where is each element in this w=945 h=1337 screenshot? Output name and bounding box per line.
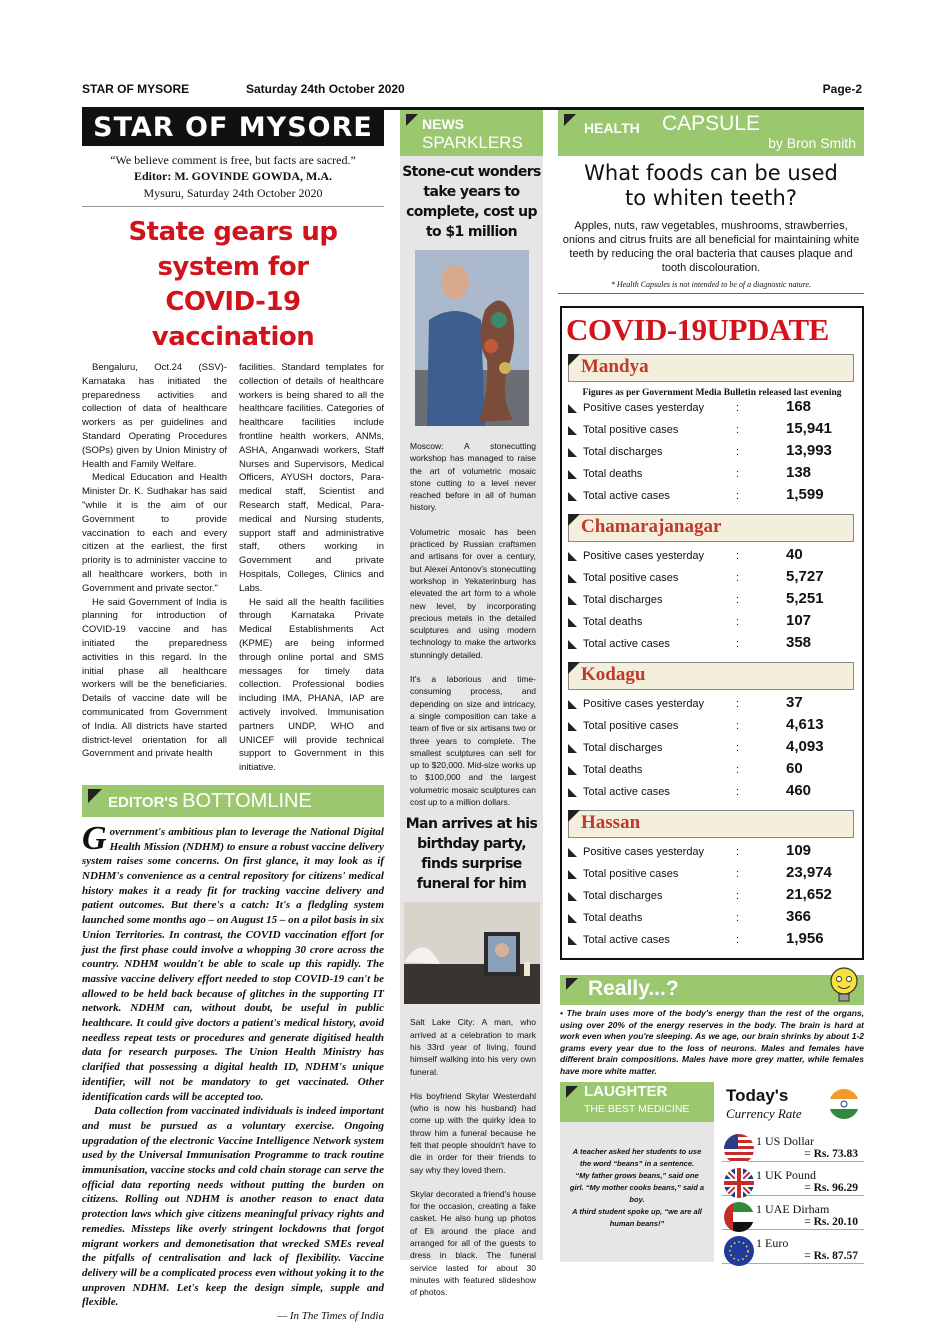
bullet-triangle-icon bbox=[568, 936, 577, 945]
covid-stat-row bbox=[562, 694, 862, 716]
sparklers-banner bbox=[400, 110, 543, 156]
rate-equals: = bbox=[804, 1216, 814, 1228]
covid-stat-row bbox=[562, 568, 862, 590]
story2-paragraph: Skylar decorated a friend's house for the occasion, creating a fake casket. He also hung up photos of Eli around the place and arranged for all of the guests to dress in black. The funeral service lasted for about 30 minutes with featured slideshow of photos. bbox=[410, 1188, 536, 1298]
stat-value: 138 bbox=[786, 464, 812, 481]
stat-label: Total deaths bbox=[583, 912, 643, 924]
stat-value: 60 bbox=[786, 760, 803, 777]
district-header bbox=[568, 514, 854, 542]
district-name: Mandya bbox=[581, 356, 649, 377]
covid-stat-row bbox=[562, 486, 862, 508]
health-byline: by Bron Smith bbox=[768, 135, 856, 151]
rates-subtitle: Currency Rate bbox=[726, 1106, 802, 1121]
story2-body bbox=[400, 1016, 543, 1298]
stat-separator: : bbox=[736, 490, 740, 502]
stat-label: Total discharges bbox=[583, 446, 663, 458]
really-section bbox=[560, 975, 864, 1077]
stat-value: 15,941 bbox=[786, 420, 832, 437]
rate-equals: = bbox=[804, 1250, 814, 1262]
corner-arrow-icon bbox=[566, 1086, 578, 1098]
stat-value: 1,599 bbox=[786, 486, 824, 503]
corner-arrow-icon bbox=[566, 978, 578, 990]
stat-value: 4,613 bbox=[786, 716, 824, 733]
eu-flag-icon bbox=[724, 1236, 754, 1266]
stat-label: Positive cases yesterday bbox=[583, 550, 705, 562]
stat-label: Total active cases bbox=[583, 786, 670, 798]
covid-stat-row bbox=[562, 716, 862, 738]
stat-label: Total active cases bbox=[583, 638, 670, 650]
lead-paragraph: He said Government of India is planning for introduction of COVID-19 vaccine and has initiated the preparedness activities in this regard. In the initial phase all healthcare workers will be the beneficiaries. Details of vaccine date will be communicated from Government of India. All districts have started district-level orientation for all Government and private health bbox=[82, 596, 227, 760]
bullet-triangle-icon bbox=[568, 492, 577, 501]
stat-separator: : bbox=[736, 468, 740, 480]
corner-arrow-icon bbox=[568, 354, 580, 366]
stat-value: 460 bbox=[786, 782, 812, 799]
stat-value: 1,956 bbox=[786, 930, 824, 947]
district-name: Hassan bbox=[581, 812, 641, 833]
stat-separator: : bbox=[736, 868, 740, 880]
bottomline-banner bbox=[82, 785, 384, 817]
covid-stat-row bbox=[562, 864, 862, 886]
header-date: Saturday 24th October 2020 bbox=[246, 82, 405, 96]
covid-stat-row bbox=[562, 398, 862, 420]
bullet-triangle-icon bbox=[568, 640, 577, 649]
bottomline-label-light: BOTTOMLINE bbox=[182, 789, 312, 812]
bottomline-source: — In The Times of India bbox=[277, 1310, 384, 1323]
stat-separator: : bbox=[736, 934, 740, 946]
covid-stat-row bbox=[562, 760, 862, 782]
rate-value: Rs. 96.29 bbox=[813, 1182, 858, 1194]
covid-title: COVID-19UPDATE bbox=[566, 312, 829, 347]
stat-label: Total positive cases bbox=[583, 868, 679, 880]
covid-stat-row bbox=[562, 842, 862, 864]
masthead-quote: “We believe comment is free, but facts are sacred.” bbox=[110, 153, 356, 167]
covid-stat-row bbox=[562, 930, 862, 952]
lead-column-2 bbox=[239, 361, 384, 775]
joke-line: A teacher asked her students to use the word “beans” in a sentence. bbox=[572, 1147, 702, 1168]
bottomline-paragraph: Data collection from vaccinated individuals is indeed important and must be pursued as a voluntary exercise. Ongoing upgradation of the electronic Vaccine Intelligence Network system used by the Universal Immunisation Programme to track routine immunisation, vaccine stocks and cold chain storage can serve the official data reporting needs without putting the burden on citizens. Rolling out NDHM is another reason to enact data protection laws which give citizens meaningful privacy rights and remedies. Missteps like overly stringent lockdowns that forgot migrant workers and demonetisation that wrecked SMEs reveal the pitfalls of centralisation and lack of flexibility. Vaccine delivery will be a complicated process even without yoking it to the unproven NDHM. Let's keep the design simple, supple and flexible. bbox=[82, 1105, 384, 1309]
bullet-triangle-icon bbox=[568, 618, 577, 627]
stat-value: 107 bbox=[786, 612, 812, 629]
uae-flag-icon bbox=[724, 1202, 754, 1232]
stat-separator: : bbox=[736, 638, 740, 650]
stat-label: Total positive cases bbox=[583, 572, 679, 584]
stat-value: 23,974 bbox=[786, 864, 832, 881]
laughter-joke bbox=[560, 1146, 714, 1230]
stat-separator: : bbox=[736, 550, 740, 562]
stat-value: 109 bbox=[786, 842, 812, 859]
covid-districts bbox=[562, 354, 862, 952]
district-header bbox=[568, 810, 854, 838]
lead-body bbox=[82, 361, 384, 775]
covid-stat-row bbox=[562, 420, 862, 442]
rate-row-eur bbox=[722, 1238, 864, 1264]
stat-separator: : bbox=[736, 594, 740, 606]
laughter-section bbox=[560, 1082, 714, 1262]
rate-row-aed bbox=[722, 1204, 864, 1230]
joke-line: “My father grows beans,” said one girl. “My mother cooks beans,” said a boy. bbox=[569, 1171, 705, 1204]
stat-separator: : bbox=[736, 446, 740, 458]
covid-stat-row bbox=[562, 886, 862, 908]
story2-paragraph: Salt Lake City: A man, who arrived at a celebration to mark his 33rd year of living, found himself walking into his very own funeral. bbox=[410, 1017, 536, 1077]
header-paper-name: STAR OF MYSORE bbox=[82, 82, 190, 96]
stat-value: 168 bbox=[786, 398, 812, 415]
really-label: Really...? bbox=[588, 977, 679, 1000]
rate-value: Rs. 87.57 bbox=[813, 1250, 858, 1262]
stat-value: 13,993 bbox=[786, 442, 832, 459]
stat-value: 5,727 bbox=[786, 568, 824, 585]
laughter-label-1: LAUGHTER bbox=[584, 1083, 668, 1100]
header-page-number: Page-2 bbox=[822, 82, 862, 96]
masthead-editor: Editor: M. GOVINDE GOWDA, M.A. bbox=[134, 169, 332, 183]
stat-separator: : bbox=[736, 402, 740, 414]
covid-stat-row bbox=[562, 464, 862, 486]
story1-paragraph: It's a laborious and time-consuming process, and depending on size and intricacy, a single composition can take a team of five or six artisans two or three years to complete. The smallest sculptures can sell for up to $20,000. Mid-size works up to $100,000 and the largest volumetric mosaic sculptures can cost up to a million dollars. bbox=[410, 674, 536, 808]
health-note: * Health Capsules is not intended to be of a diagnostic nature. bbox=[558, 280, 864, 294]
masthead-dateline: Mysuru, Saturday 24th October 2020 bbox=[82, 184, 384, 207]
lead-paragraph: Medical Education and Health Minister Dr. K. Sudhakar has said "while it is the aim of our Government to provide vaccination to each and every citizen at the earliest, the first priority is to administer vaccine to all healthcare workers, both in Government and private sector." bbox=[82, 472, 227, 594]
sparklers-label-1: NEWS bbox=[422, 116, 464, 132]
bottomline-paragraph: overnment's ambitious plan to leverage the National Digital Health Mission (NDHM) to ensure a robust vaccine delivery system raises some concerns. On first glance, it may look as if NDHM's convenience as a central repository for citizens' medical history makes it a ready fit for tracking vaccine delivery and patient outcomes. But there's a catch: It's a fledgling system launched some months ago – on August 15 – on a pilot basis in six Union Territories. In contrast, the COVID vaccination effort for just the first phase could involve a whopping 30 crore across the country. NDHM wouldn't be able to scale up this rapidly. The massive vaccine delivery effort needed to stop COVID-19 can't be allowed to be held back because of glitches in the supporting IT network. NDHM can, without doubt, be useful in public healthcare. It could give doctors a patient's medical history, avoid needless repeat tests or procedures and generate digitised health data for research purposes. The Union Health Ministry has clarified that possessing a digital health ID, NDHM's unique identifier, will not be mandatory to get vaccinated. Other identification cards will be accepted too. bbox=[82, 825, 384, 1103]
stat-separator: : bbox=[736, 572, 740, 584]
stat-label: Total discharges bbox=[583, 742, 663, 754]
stat-separator: : bbox=[736, 616, 740, 628]
stat-separator: : bbox=[736, 912, 740, 924]
really-text: • The brain uses more of the body's energy than the rest of the organs, using over 20% of the energy reserves in the body. The brain is hard at work even when you're sleeping. As we age, our brain shrinks by about 1-2 grams every year due to the loss of neurons. Males and females have different brain compositions. Males have more grey matter, while females have more white matter. bbox=[560, 1008, 864, 1076]
stat-label: Total discharges bbox=[583, 594, 663, 606]
rate-equals: = bbox=[804, 1148, 814, 1160]
stat-label: Total discharges bbox=[583, 890, 663, 902]
uk-flag-icon bbox=[724, 1168, 754, 1198]
bullet-triangle-icon bbox=[568, 470, 577, 479]
bullet-triangle-icon bbox=[568, 870, 577, 879]
bullet-triangle-icon bbox=[568, 744, 577, 753]
stat-label: Total positive cases bbox=[583, 720, 679, 732]
bullet-triangle-icon bbox=[568, 574, 577, 583]
covid-bulletin-note: Figures as per Government Media Bulletin released last evening bbox=[582, 388, 842, 398]
corner-arrow-icon bbox=[88, 789, 102, 803]
covid-stat-row bbox=[562, 908, 862, 930]
stat-label: Positive cases yesterday bbox=[583, 846, 705, 858]
stat-label: Total positive cases bbox=[583, 424, 679, 436]
stat-separator: : bbox=[736, 786, 740, 798]
rates-title: Today's bbox=[726, 1086, 789, 1105]
stat-label: Total active cases bbox=[583, 934, 670, 946]
covid-stat-row bbox=[562, 782, 862, 804]
rate-currency-name: 1 US Dollar bbox=[756, 1134, 814, 1148]
stat-value: 5,251 bbox=[786, 590, 824, 607]
bullet-triangle-icon bbox=[568, 404, 577, 413]
bullet-triangle-icon bbox=[568, 848, 577, 857]
currency-rates bbox=[722, 1082, 864, 1264]
covid-stat-row bbox=[562, 612, 862, 634]
rate-value: Rs. 20.10 bbox=[813, 1216, 858, 1228]
covid-stat-row bbox=[562, 442, 862, 464]
corner-arrow-icon bbox=[568, 662, 580, 674]
rate-currency-name: 1 UK Pound bbox=[756, 1168, 817, 1182]
stat-separator: : bbox=[736, 424, 740, 436]
sculptor-photo bbox=[415, 250, 529, 426]
lead-headline bbox=[82, 215, 384, 355]
stat-label: Total active cases bbox=[583, 490, 670, 502]
masthead-title: STAR OF MYSORE bbox=[82, 110, 384, 146]
drop-cap: G bbox=[82, 819, 107, 857]
stat-separator: : bbox=[736, 720, 740, 732]
bullet-triangle-icon bbox=[568, 914, 577, 923]
stat-label: Positive cases yesterday bbox=[583, 402, 705, 414]
health-capsule bbox=[558, 110, 864, 294]
covid-stat-row bbox=[562, 738, 862, 760]
lead-paragraph: facilities. Standard templates for collection of details of healthcare workers is being shared to all the healthcare facilities. Categories of healthcare facilities include frontline health workers, ANMs, ASHA, Anganwadi workers, Staff Nurses and Supervisors, Medical Officers, AYUSH doctors, Para-medical staff, Scientist and Research staff, Medical, Para-medical and Nursing students, support staff and administrative staff, others working in Government and private Hospitals, Colleges, Clinics and Labs. bbox=[239, 362, 384, 594]
stat-value: 37 bbox=[786, 694, 803, 711]
bullet-triangle-icon bbox=[568, 448, 577, 457]
news-sparklers-column bbox=[400, 110, 543, 1298]
stat-separator: : bbox=[736, 764, 740, 776]
stat-separator: : bbox=[736, 742, 740, 754]
district-header bbox=[568, 662, 854, 690]
corner-arrow-icon bbox=[568, 810, 580, 822]
bullet-triangle-icon bbox=[568, 766, 577, 775]
laughter-banner bbox=[560, 1082, 714, 1122]
rate-row-gbp bbox=[722, 1170, 864, 1196]
bullet-triangle-icon bbox=[568, 552, 577, 561]
covid-stat-row bbox=[562, 590, 862, 612]
rate-currency-name: 1 Euro bbox=[756, 1236, 789, 1250]
district-name: Kodagu bbox=[581, 664, 646, 685]
joke-line: A third student spoke up, “we are all human beans!” bbox=[572, 1207, 702, 1228]
rate-equals: = bbox=[804, 1182, 814, 1194]
lightbulb-icon bbox=[826, 965, 862, 1005]
lead-headline-line-2: COVID-19 vaccination bbox=[151, 287, 315, 352]
bullet-triangle-icon bbox=[568, 722, 577, 731]
lead-headline-line-1: State gears up system for bbox=[128, 217, 338, 282]
district-name: Chamarajanagar bbox=[581, 516, 722, 537]
india-flag-icon bbox=[828, 1088, 860, 1120]
bullet-triangle-icon bbox=[568, 596, 577, 605]
bullet-triangle-icon bbox=[568, 788, 577, 797]
laughter-label-2: THE BEST MEDICINE bbox=[584, 1103, 690, 1115]
story1-headline: Stone-cut wonders take years to complete, cost up to $1 million bbox=[402, 164, 541, 240]
stat-label: Total deaths bbox=[583, 764, 643, 776]
sparklers-label-2: SPARKLERS bbox=[422, 133, 523, 152]
stat-value: 358 bbox=[786, 634, 812, 651]
stat-separator: : bbox=[736, 890, 740, 902]
story2-headline: Man arrives at his birthday party, finds surprise funeral for him bbox=[405, 816, 538, 893]
stat-separator: : bbox=[736, 846, 740, 858]
health-banner bbox=[558, 110, 864, 156]
corner-arrow-icon bbox=[406, 114, 418, 126]
health-text: Apples, nuts, raw vegetables, mushrooms, strawberries, onions and citrus fruits are all beneficial for maintaining white teeth by reducing the oral bacteria that causes plaque and tooth discolouration. bbox=[562, 220, 860, 274]
stat-separator: : bbox=[736, 698, 740, 710]
covid-stat-row bbox=[562, 546, 862, 568]
stat-value: 366 bbox=[786, 908, 812, 925]
stat-value: 21,652 bbox=[786, 886, 832, 903]
funeral-photo bbox=[404, 902, 540, 1004]
health-headline: What foods can be used to whiten teeth? bbox=[584, 161, 838, 210]
corner-arrow-icon bbox=[568, 514, 580, 526]
district-header bbox=[568, 354, 854, 382]
editorial-column bbox=[82, 110, 384, 1322]
health-label-bold: HEALTH bbox=[584, 120, 640, 136]
story1-body bbox=[400, 440, 543, 808]
bullet-triangle-icon bbox=[568, 892, 577, 901]
rate-value: Rs. 73.83 bbox=[813, 1148, 858, 1160]
stat-label: Positive cases yesterday bbox=[583, 698, 705, 710]
covid-stat-row bbox=[562, 634, 862, 656]
covid-update-box bbox=[560, 306, 864, 960]
bottomline-label-bold: EDITOR'S bbox=[108, 793, 178, 811]
page-header bbox=[82, 80, 864, 110]
bullet-triangle-icon bbox=[568, 426, 577, 435]
story1-paragraph: Moscow: A stonecutting workshop has managed to raise the art of volumetric mosaic stone cutting to a level never reached before in all of human history. bbox=[410, 441, 536, 513]
story1-paragraph: Volumetric mosaic has been practiced by Russian craftsmen and artisans for over a century, but Alexei Antonov's stonecutting workshop in Yekaterinburg has elevated the art form to a whole new level, by incorporating precious metals in the detailed sculptures and using modern technology to make the artworks stunningly detailed. bbox=[410, 526, 536, 660]
story2-paragraph: His boyfriend Skylar Westerdahl (who is now his husband) had come up with the quirky idea to throw him a funeral because he felt that people shouldn't have to die in order for their friends to say why they loved them. bbox=[410, 1090, 536, 1175]
really-banner bbox=[560, 975, 864, 1005]
rate-currency-name: 1 UAE Dirham bbox=[756, 1202, 830, 1216]
rate-row-usd bbox=[722, 1136, 864, 1162]
us-flag-icon bbox=[724, 1134, 754, 1164]
bullet-triangle-icon bbox=[568, 700, 577, 709]
health-label-light: CAPSULE bbox=[662, 112, 761, 135]
lead-paragraph: Bengaluru, Oct.24 (SSV)- Karnataka has initiated the preparedness activities and collection of data of healthcare workers as per guidelines and Standard Operating Procedures (SOPs) given by Union Ministry of Health and Family Welfare. bbox=[82, 362, 227, 470]
lead-column-1 bbox=[82, 361, 227, 775]
stat-value: 40 bbox=[786, 546, 803, 563]
stat-label: Total deaths bbox=[583, 616, 643, 628]
bottomline-body bbox=[82, 819, 384, 1310]
stat-value: 4,093 bbox=[786, 738, 824, 755]
corner-arrow-icon bbox=[564, 114, 576, 126]
stat-label: Total deaths bbox=[583, 468, 643, 480]
lead-paragraph: He said all the health facilities through Karnataka Private Medical Establishments Act (KPME) are being informed through online portal and SMS messages for timely data collection. Professional bodies including IMA, PHANA, IAP are actively involved. Immunisation partners UNDP, WHO and UNICEF will provide technical support to Government in this initiative. bbox=[239, 596, 384, 774]
